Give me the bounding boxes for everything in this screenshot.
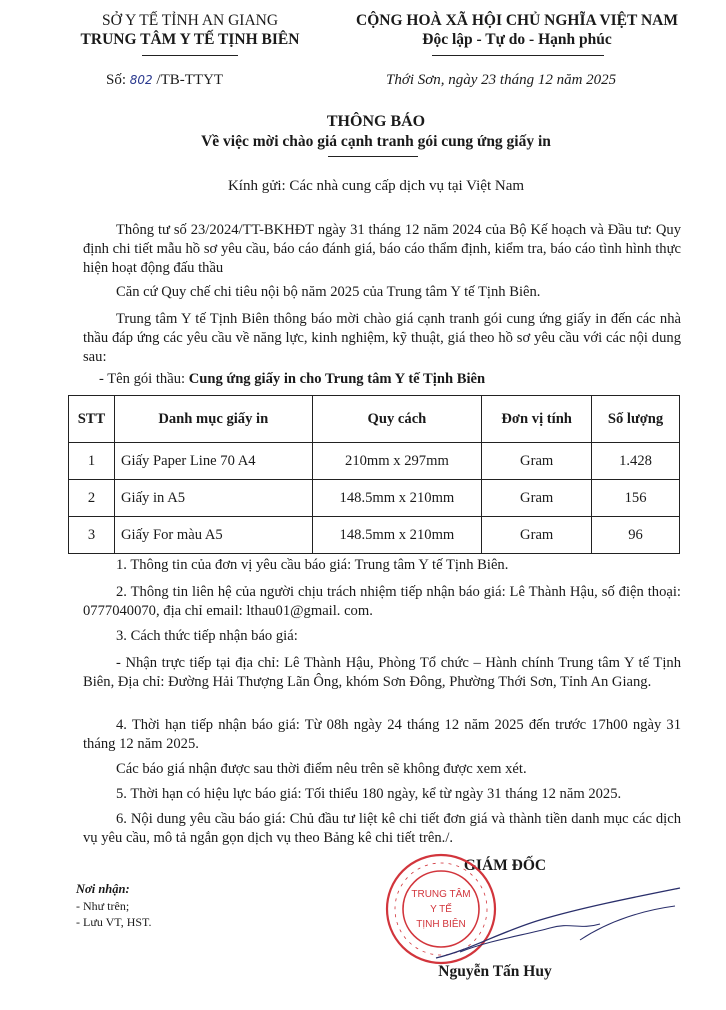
signer-name: Nguyễn Tấn Huy: [438, 963, 552, 980]
cell-unit: Gram: [482, 517, 592, 554]
doc-number-handwritten: 802: [129, 73, 153, 87]
header-left-underline: [142, 55, 238, 56]
col-header-qty: Số lượng: [592, 396, 680, 443]
paper-items-table: [68, 395, 680, 554]
item-2: 2. Thông tin liên hệ của người chịu trách nhiệm tiếp nhận báo giá: Lê Thành Hậu, số điện thoại: 0777040070, địa chỉ email: lthau01@gmail. com.: [83, 584, 681, 619]
item-3: 3. Cách thức tiếp nhận báo giá:: [116, 628, 298, 644]
cell-unit: Gram: [482, 480, 592, 517]
table-row: [69, 480, 680, 517]
cell-unit: Gram: [482, 443, 592, 480]
title-underline: [328, 156, 418, 157]
col-header-name: Danh mục giấy in: [114, 396, 312, 443]
cell-qty: 96: [592, 517, 680, 554]
ministry-name: SỞ Y TẾ TỈNH AN GIANG: [101, 12, 279, 29]
subject-line: Về việc mời chào giá cạnh tranh gói cung ứng giấy in: [201, 133, 551, 150]
cell-name: Giấy in A5: [114, 480, 312, 517]
header-right-underline: [432, 55, 604, 56]
recipients-line-2: - Lưu VT, HST.: [76, 915, 152, 929]
stamp-text-3: TỊNH BIÊN: [416, 919, 466, 930]
table-row: [69, 517, 680, 554]
item-6: 6. Nội dung yêu cầu báo giá: Chủ đầu tư liệt kê chi tiết đơn giá và thành tiền danh mục các dịch vụ yêu cầu, mô tả ngắn gọn dịch vụ theo Bảng kê chi tiết trên./.: [83, 811, 681, 846]
cell-name: Giấy For màu A5: [114, 517, 312, 554]
recipients-line-1: - Như trên;: [76, 899, 130, 913]
doc-number: Số: 802 /TB-TTYT: [106, 72, 224, 88]
package-line: - Tên gói thầu: Cung ứng giấy in cho Trung tâm Y tế Tịnh Biên: [99, 371, 486, 387]
cell-spec: 148.5mm x 210mm: [312, 480, 482, 517]
item-4-note: Các báo giá nhận được sau thời điểm nêu trên sẽ không được xem xét.: [116, 761, 527, 777]
cell-qty: 156: [592, 480, 680, 517]
recipients-label: Nơi nhận:: [76, 882, 130, 896]
stamp-text-2: Y TẾ: [430, 904, 452, 915]
place-date: Thới Sơn, ngày 23 tháng 12 năm 2025: [386, 72, 617, 88]
item-3a: - Nhận trực tiếp tại địa chỉ: Lê Thành Hậu, Phòng Tổ chức – Hành chính Trung tâm Y tế Tịnh Biên, Địa chỉ: Đường Hải Thượng Lãn Ông, khóm Sơn Đông, Phường Thới Sơn, Tỉnh An Giang.: [83, 655, 681, 690]
cell-stt: 1: [69, 443, 115, 480]
motto: Độc lập - Tự do - Hạnh phúc: [422, 31, 612, 48]
item-5: 5. Thời hạn có hiệu lực báo giá: Tối thiểu 180 ngày, kể từ ngày 31 tháng 12 năm 2025.: [116, 786, 622, 802]
item-1: 1. Thông tin của đơn vị yêu cầu báo giá: Trung tâm Y tế Tịnh Biên.: [116, 557, 509, 573]
center-name: TRUNG TÂM Y TẾ TỊNH BIÊN: [80, 31, 300, 48]
page-title: THÔNG BÁO: [326, 113, 426, 130]
nation-name: CỘNG HOÀ XÃ HỘI CHỦ NGHĨA VIỆT NAM: [356, 12, 678, 29]
cell-stt: 2: [69, 480, 115, 517]
item-4: 4. Thời hạn tiếp nhận báo giá: Từ 08h ngày 24 tháng 12 năm 2025 đến trước 17h00 ngày 31 tháng 12 năm 2025.: [83, 717, 681, 752]
legal-basis-paragraph: Thông tư số 23/2024/TT-BKHĐT ngày 31 tháng 12 năm 2024 của Bộ Kế hoạch và Đầu tư: Quy định chi tiết mẫu hồ sơ yêu cầu, báo cáo đánh giá, báo cáo thẩm định, kiểm tra, báo cáo tình hình thực hiện hoạt động đấu thầu: [83, 222, 681, 276]
col-header-unit: Đơn vị tính: [482, 396, 592, 443]
package-name: Cung ứng giấy in cho Trung tâm Y tế Tịnh Biên: [188, 371, 486, 387]
cell-stt: 3: [69, 517, 115, 554]
cell-name: Giấy Paper Line 70 A4: [114, 443, 312, 480]
col-header-spec: Quy cách: [312, 396, 482, 443]
signature-scribble: [430, 880, 690, 970]
stamp-text-1: TRUNG TÂM: [411, 889, 471, 900]
cell-spec: 210mm x 297mm: [312, 443, 482, 480]
signer-title: GIÁM ĐỐC: [463, 857, 547, 874]
recipient-line: Kính gửi: Các nhà cung cấp dịch vụ tại Việt Nam: [227, 178, 525, 194]
table-header-row: [69, 396, 680, 443]
cell-qty: 1.428: [592, 443, 680, 480]
cell-spec: 148.5mm x 210mm: [312, 517, 482, 554]
regulation-paragraph: Căn cứ Quy chế chi tiêu nội bộ năm 2025 của Trung tâm Y tế Tịnh Biên.: [116, 284, 541, 300]
col-header-stt: STT: [69, 396, 115, 443]
table-row: [69, 443, 680, 480]
invitation-paragraph: Trung tâm Y tế Tịnh Biên thông báo mời chào giá cạnh tranh gói cung ứng giấy in đến các nhà thầu đáp ứng các yêu cầu về năng lực, kinh nghiệm, kỹ thuật, giá theo hồ sơ yêu cầu với các nội dung sau:: [83, 311, 681, 365]
